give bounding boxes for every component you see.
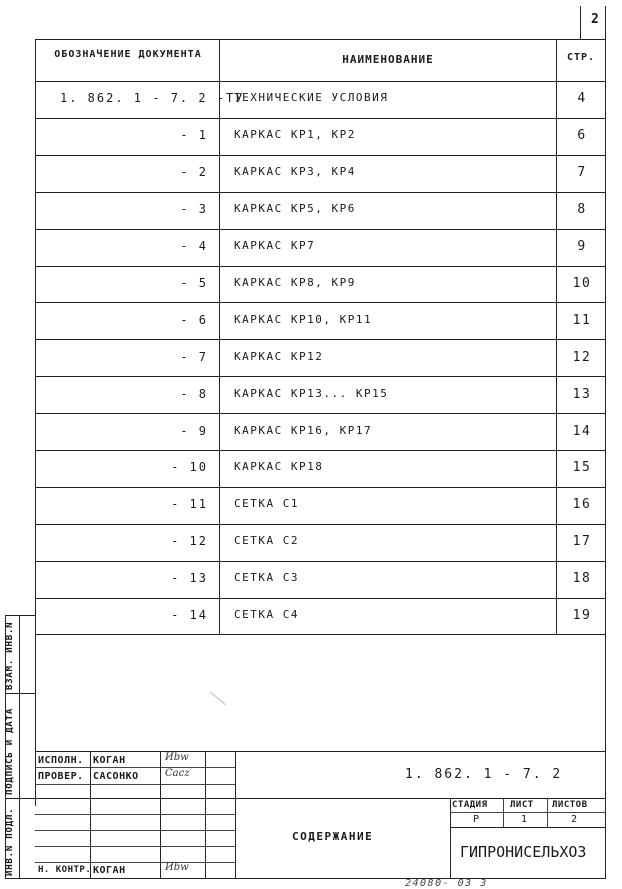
- sheet-number-box-left: [580, 6, 581, 39]
- row-page: 15: [572, 460, 592, 475]
- row-designation: - 11: [171, 497, 208, 511]
- row-page: 10: [572, 276, 592, 291]
- row-divider: [35, 450, 606, 451]
- row-page: 7: [577, 165, 587, 180]
- header-page: СТР.: [566, 52, 596, 63]
- row-divider: [35, 118, 606, 119]
- doc-title: СОДЕРЖАНИЕ: [292, 830, 374, 843]
- side-divider: [19, 615, 20, 878]
- ispoln-label: ИСПОЛН.: [38, 755, 84, 766]
- row-divider: [35, 302, 606, 303]
- row-divider: [35, 524, 606, 525]
- list-label: ЛИСТ: [510, 800, 534, 810]
- row-designation: - 3: [180, 202, 208, 216]
- list-value: 1: [521, 814, 528, 825]
- row-page: 6: [577, 128, 587, 143]
- row-name: КАРКАС КР18: [234, 460, 324, 473]
- col-divider-1: [219, 39, 220, 635]
- row-page: 11: [572, 313, 592, 328]
- row-divider: [35, 413, 606, 414]
- row-name: ТЕХНИЧЕСКИЕ УСЛОВИЯ: [234, 91, 389, 104]
- row-divider: [35, 192, 606, 193]
- row-designation: - 6: [180, 313, 208, 327]
- stadia-label: СТАДИЯ: [452, 800, 488, 810]
- row-page: 4: [577, 91, 587, 106]
- frame-top: [35, 39, 606, 40]
- row-divider: [35, 561, 606, 562]
- row-divider: [35, 487, 606, 488]
- header-name: НАИМЕНОВАНИЕ: [342, 53, 434, 66]
- sheet-number: 2: [591, 12, 601, 27]
- row-divider: [35, 376, 606, 377]
- nkontr-label: Н. КОНТР.: [38, 865, 92, 875]
- tb-col4: [235, 751, 236, 878]
- row-divider: [35, 598, 606, 599]
- prover-label: ПРОВЕР.: [38, 771, 84, 782]
- tb-stage-col1: [503, 798, 504, 827]
- tb-mid: [35, 798, 606, 799]
- stray-mark: [210, 692, 226, 706]
- row-name: КАРКАС КР3, КР4: [234, 165, 356, 178]
- row-name: КАРКАС КР1, КР2: [234, 128, 356, 141]
- row-name: КАРКАС КР7: [234, 239, 316, 252]
- side-label-inv: ИНВ.N ПОДЛ.: [5, 807, 15, 876]
- row-designation: - 9: [180, 424, 208, 438]
- side-split-1: [5, 693, 35, 694]
- table-bottom: [35, 634, 606, 635]
- row-divider: [35, 229, 606, 230]
- ispoln-signature: Иbw: [165, 752, 189, 763]
- side-top: [5, 615, 35, 616]
- tb-stage-col2: [547, 798, 548, 827]
- row-name: СЕТКА С1: [234, 497, 299, 510]
- row-divider: [35, 339, 606, 340]
- row-designation: - 8: [180, 387, 208, 401]
- nkontr-signature: Иbw: [165, 862, 189, 873]
- org-name: ГИПРОНИСЕЛЬХОЗ: [460, 843, 587, 861]
- frame-right: [605, 6, 606, 879]
- row-name: КАРКАС КР12: [234, 350, 324, 363]
- row-designation: - 4: [180, 239, 208, 253]
- tb-stage-val-line: [450, 827, 606, 828]
- row-name: СЕТКА С3: [234, 571, 299, 584]
- row-page: 12: [572, 350, 592, 365]
- row-name: КАРКАС КР5, КР6: [234, 202, 356, 215]
- tb-col5: [450, 798, 451, 878]
- row-page: 17: [572, 534, 592, 549]
- listov-label: ЛИСТОВ: [552, 800, 588, 810]
- row-name: КАРКАС КР10, КР11: [234, 313, 373, 326]
- row-name: КАРКАС КР8, КР9: [234, 276, 356, 289]
- row-name: СЕТКА С2: [234, 534, 299, 547]
- row-divider: [35, 266, 606, 267]
- row-designation: - 14: [171, 608, 208, 622]
- side-label-podpis: ПОДПИСЬ И ДАТА: [5, 707, 15, 795]
- nkontr-name: КОГАН: [93, 865, 126, 876]
- row-designation: - 10: [171, 460, 208, 474]
- tb-col1: [90, 751, 91, 878]
- row-designation: - 2: [180, 165, 208, 179]
- prover-signature: Сасz: [165, 768, 190, 779]
- row-designation: - 12: [171, 534, 208, 548]
- row-name: СЕТКА С4: [234, 608, 299, 621]
- footer-code: 24080- 03 3: [405, 878, 488, 889]
- row-designation: - 7: [180, 350, 208, 364]
- stadia-value: Р: [473, 814, 480, 825]
- tb-col3: [205, 751, 206, 878]
- header-designation: ОБОЗНАЧЕНИЕ ДОКУМЕНТА: [54, 49, 202, 60]
- side-split-2: [5, 798, 35, 799]
- listov-value: 2: [571, 814, 578, 825]
- tb-stage-hdr-line: [450, 812, 606, 813]
- tb-col2: [160, 751, 161, 878]
- col-divider-2: [556, 39, 557, 635]
- frame-bottom: [5, 878, 606, 879]
- row-page: 9: [577, 239, 587, 254]
- row-page: 18: [572, 571, 592, 586]
- row-designation: - 5: [180, 276, 208, 290]
- ispoln-name: КОГАН: [93, 755, 126, 766]
- doc-code: 1. 862. 1 - 7. 2: [405, 767, 563, 782]
- row-page: 16: [572, 497, 592, 512]
- tb-top: [35, 751, 606, 752]
- row-name: КАРКАС КР16, КР17: [234, 424, 373, 437]
- row-page: 19: [572, 608, 592, 623]
- row-page: 14: [572, 424, 592, 439]
- prover-name: САСОНКО: [93, 771, 139, 782]
- row-name: КАРКАС КР13... КР15: [234, 387, 389, 400]
- side-label-vzam: ВЗАМ. ИНВ.N: [5, 621, 15, 690]
- row-divider: [35, 155, 606, 156]
- row-page: 8: [577, 202, 587, 217]
- row-page: 13: [572, 387, 592, 402]
- row-designation: 1. 862. 1 - 7. 2 -ТУ: [60, 91, 245, 105]
- header-divider: [35, 81, 606, 82]
- row-designation: - 1: [180, 128, 208, 142]
- row-designation: - 13: [171, 571, 208, 585]
